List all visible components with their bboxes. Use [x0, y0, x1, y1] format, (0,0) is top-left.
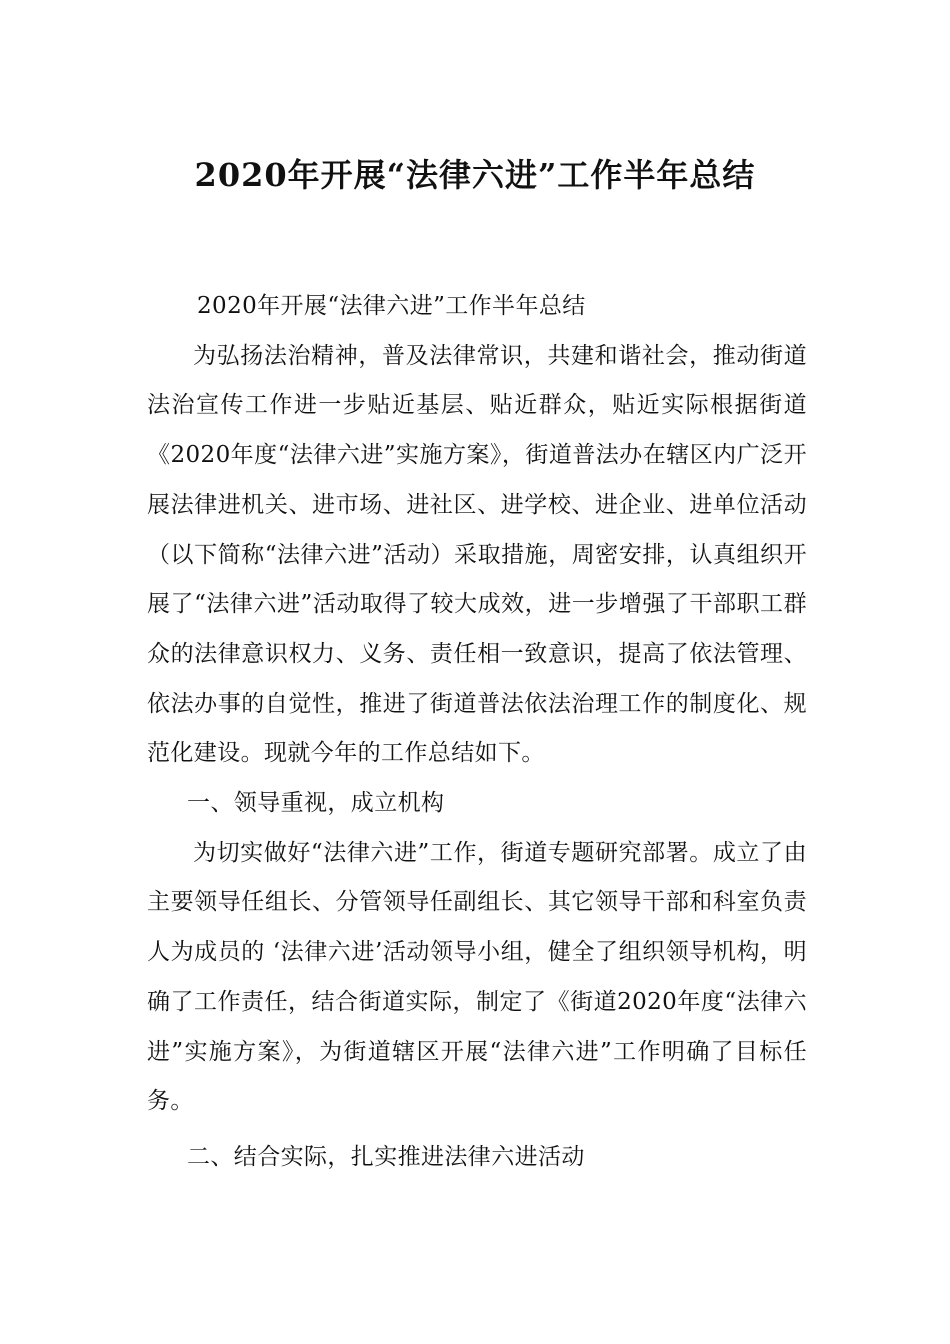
page-title: 2020年开展“法律六进”工作半年总结 [194, 156, 756, 195]
section-heading-1: 一、领导重视，成立机构 [187, 790, 445, 817]
intro-paragraph: 为弘扬法治精神，普及法律常识，共建和谐社会，推动街道法治宣传工作进一步贴近基层、贴近群众，贴近实际根据街道《2020年度“法律六进”实施方案》，街道普法办在辖区内广泛开展法律进机关、进市场、进社区、进学校、进企业、进单位活动（以下简称“法律六进”活动）采取措施，周密安排，认真组织开展了“法律六进”活动取得了较大成效，进一步增强了干部职工群众的法律意识权力、义务、责任相一致意识，提高了依法管理、依法办事的自觉性，推进了街道普法依法治理工作的制度化、规范化建设。现就今年的工作总结如下。 [147, 342, 807, 767]
section-paragraph-1: 为切实做好“法律六进”工作，街道专题研究部署。成立了由主要领导任组长、分管领导任副组长、其它领导干部和科室负责人为成员的 ‘法律六进’活动领导小组，健全了组织领导机构，明确了工作责任，结合街道实际，制定了《街道2020年度“法律六进”实施方案》，为街道辖区开展“法律六进”工作明确了目标任务。 [147, 839, 807, 1115]
document-subtitle: 2020年开展“法律六进”工作半年总结 [197, 293, 586, 319]
section-heading-2: 二、结合实际，扎实推进法律六进活动 [187, 1143, 585, 1170]
document-body [147, 282, 807, 1183]
